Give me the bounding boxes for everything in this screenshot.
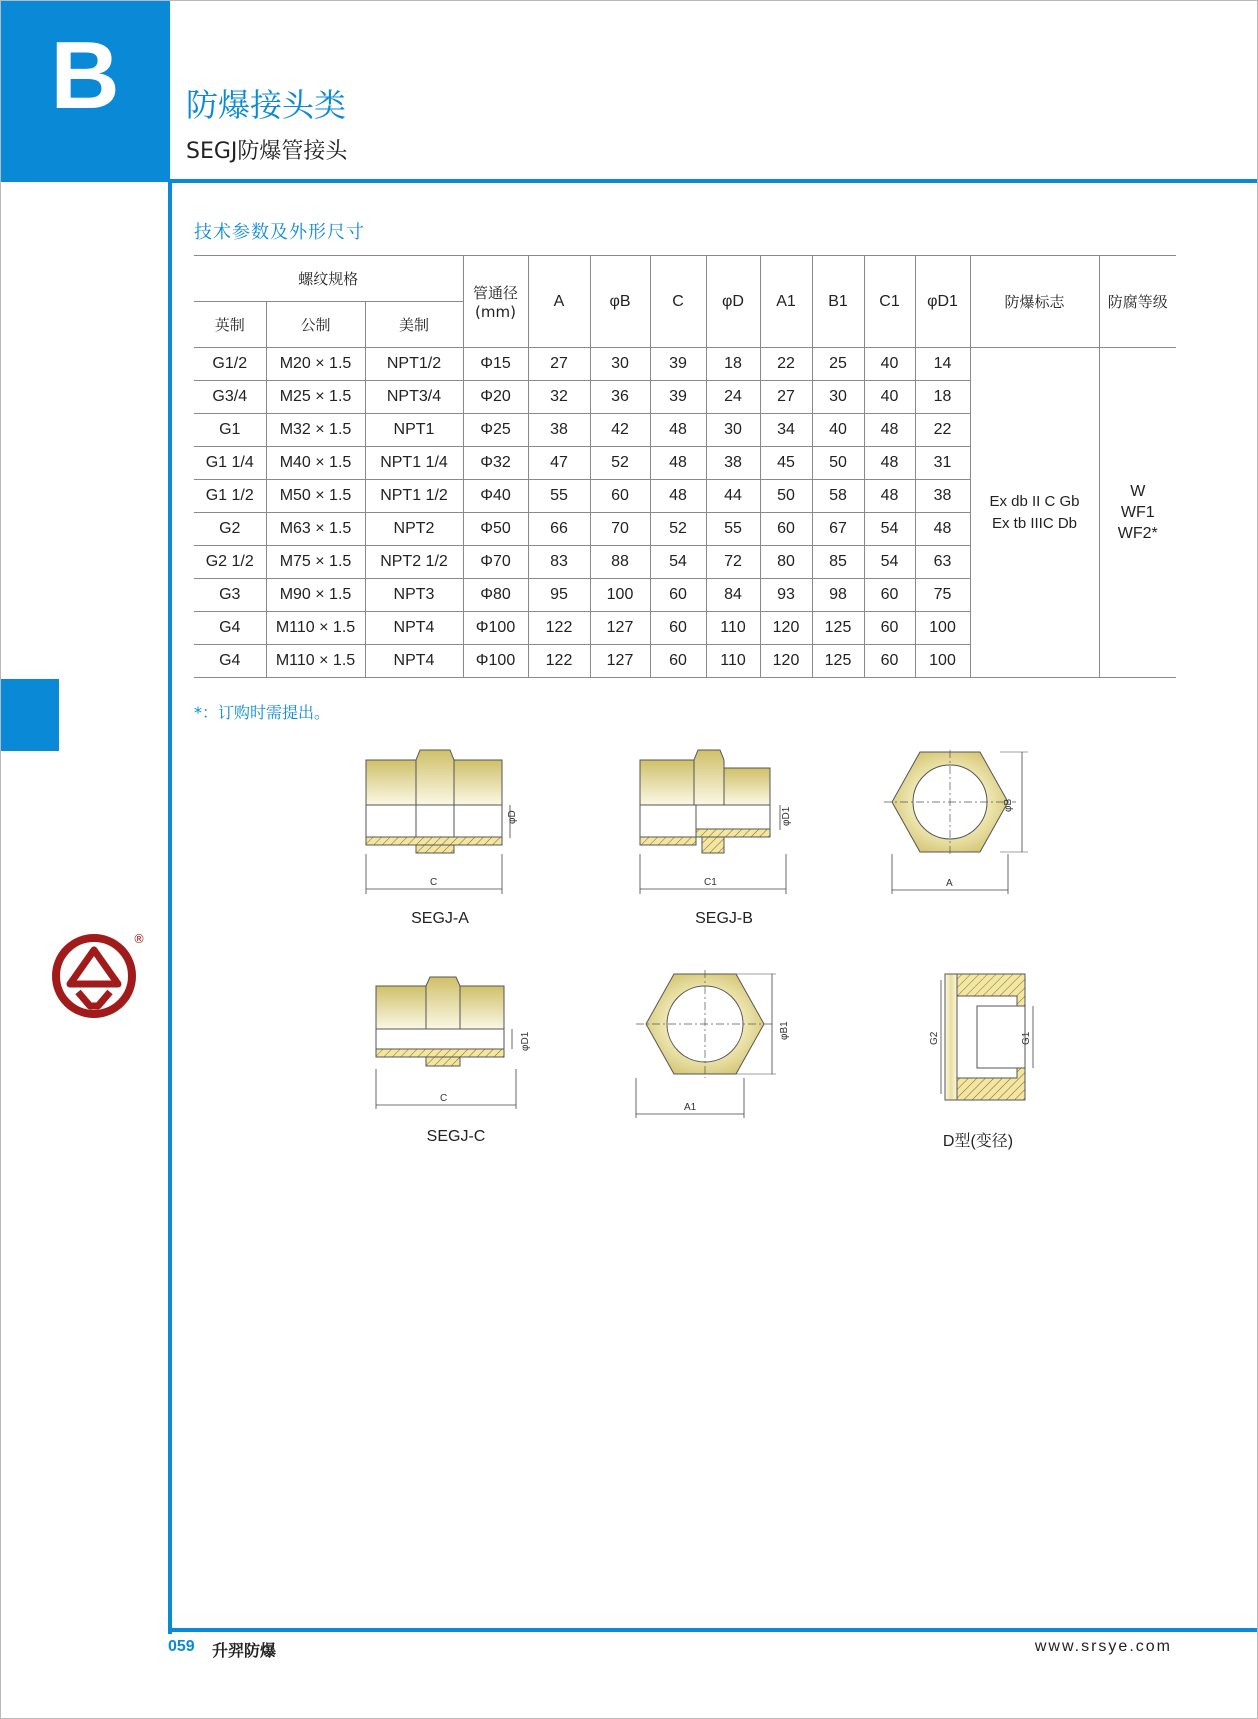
dim-header-a: A (528, 256, 590, 348)
cell-dim-a1: 80 (760, 546, 812, 579)
cell-dim-b1: 125 (812, 645, 864, 678)
segj-a-length-label: C (430, 877, 438, 888)
cell-dim-a: 83 (528, 546, 590, 579)
cell-ex-marking (970, 348, 1099, 678)
cell-dim-a1: 120 (760, 645, 812, 678)
cell-dim-phid: 18 (706, 348, 760, 381)
dim-header-c: C (650, 256, 706, 348)
company-logo (50, 932, 138, 1020)
cell-imperial: G4 (194, 645, 266, 678)
cell-dim-c: 48 (650, 414, 706, 447)
cell-metric: M110 × 1.5 (266, 612, 365, 645)
cell-dim-b1: 25 (812, 348, 864, 381)
cell-dim-a: 122 (528, 645, 590, 678)
cell-imperial: G3/4 (194, 381, 266, 414)
cell-dim-b1: 67 (812, 513, 864, 546)
dim-header-phid1: φD1 (915, 256, 970, 348)
corrosion-grade-line: W (1130, 483, 1146, 500)
cell-american: NPT3/4 (365, 381, 463, 414)
cell-dim-phid: 38 (706, 447, 760, 480)
dim-header-c1: C1 (864, 256, 915, 348)
cell-dim-c1: 60 (864, 612, 915, 645)
american-header: 美制 (365, 302, 463, 348)
cell-dim-c1: 54 (864, 513, 915, 546)
cell-dim-c: 60 (650, 645, 706, 678)
cell-dim-c1: 60 (864, 579, 915, 612)
cell-dim-phid1: 100 (915, 645, 970, 678)
cell-dim-phid1: 100 (915, 612, 970, 645)
corrosion-grade-line: WF1 (1120, 504, 1155, 521)
cell-american: NPT4 (365, 612, 463, 645)
cell-imperial: G1/2 (194, 348, 266, 381)
cell-dim-c: 52 (650, 513, 706, 546)
segj-b-dia-label: φD1 (781, 806, 792, 826)
cell-dim-b1: 30 (812, 381, 864, 414)
cell-dim-c1: 48 (864, 480, 915, 513)
cell-dim-c: 48 (650, 447, 706, 480)
cell-dim-phid1: 14 (915, 348, 970, 381)
footer-brand: 升羿防爆 (212, 1641, 277, 1660)
cell-dim-c1: 54 (864, 546, 915, 579)
cell-corrosion-grade (1099, 348, 1176, 678)
cell-dim-phid1: 18 (915, 381, 970, 414)
cell-dim-phib: 42 (590, 414, 650, 447)
cell-dim-phid: 84 (706, 579, 760, 612)
cell-dim-c1: 40 (864, 348, 915, 381)
cell-metric: M63 × 1.5 (266, 513, 365, 546)
cell-pipe-bore: Φ32 (463, 447, 528, 480)
cell-dim-c1: 60 (864, 645, 915, 678)
cell-dim-c: 39 (650, 381, 706, 414)
cell-dim-b1: 125 (812, 612, 864, 645)
cell-dim-c1: 48 (864, 447, 915, 480)
footer-url[interactable]: www.srsye.com (1034, 1638, 1172, 1655)
type-d-caption: D型(变径) (942, 1133, 1014, 1150)
cell-dim-a: 95 (528, 579, 590, 612)
cell-dim-phib: 88 (590, 546, 650, 579)
cell-pipe-bore: Φ25 (463, 414, 528, 447)
cell-dim-b1: 85 (812, 546, 864, 579)
cell-metric: M40 × 1.5 (266, 447, 365, 480)
cell-dim-a: 55 (528, 480, 590, 513)
spec-table (194, 255, 1176, 678)
pipe-bore-header-line2: (mm) (475, 303, 516, 321)
type-d-reducer-drawing (915, 970, 1045, 1110)
cell-dim-c1: 40 (864, 381, 915, 414)
cell-metric: M32 × 1.5 (266, 414, 365, 447)
cell-american: NPT1 (365, 414, 463, 447)
cell-pipe-bore: Φ40 (463, 480, 528, 513)
cell-pipe-bore: Φ70 (463, 546, 528, 579)
footer-page-number: 059 (168, 1638, 195, 1655)
segj-c-drawing (372, 975, 542, 1115)
cell-dim-a1: 60 (760, 513, 812, 546)
cell-metric: M90 × 1.5 (266, 579, 365, 612)
type-d-inner-label: G1 (1021, 1031, 1032, 1045)
pipe-bore-header (463, 256, 528, 348)
cell-dim-a: 32 (528, 381, 590, 414)
segj-a-dia-label: φD (507, 810, 518, 824)
corrosion-grade-line: WF2* (1117, 525, 1158, 542)
cell-dim-a1: 50 (760, 480, 812, 513)
cell-pipe-bore: Φ20 (463, 381, 528, 414)
type-d-outer-label: G2 (929, 1031, 940, 1045)
cell-dim-a: 66 (528, 513, 590, 546)
segj-b-drawing (636, 748, 816, 898)
cell-imperial: G2 (194, 513, 266, 546)
segj-c-length-label: C (440, 1093, 448, 1104)
cell-metric: M50 × 1.5 (266, 480, 365, 513)
segj-a-drawing (360, 748, 530, 898)
cell-american: NPT1 1/4 (365, 447, 463, 480)
segj-a-caption: SEGJ-A (411, 910, 469, 927)
dim-header-phid: φD (706, 256, 760, 348)
cell-dim-a1: 34 (760, 414, 812, 447)
cell-dim-a1: 45 (760, 447, 812, 480)
section-letter: B (50, 22, 120, 129)
table-row (194, 348, 1176, 381)
cell-dim-a: 47 (528, 447, 590, 480)
hex-b1-width-label: A1 (684, 1102, 697, 1113)
cell-dim-phib: 100 (590, 579, 650, 612)
ex-marking-header: 防爆标志 (970, 256, 1099, 348)
cell-metric: M110 × 1.5 (266, 645, 365, 678)
cell-dim-phid: 72 (706, 546, 760, 579)
segj-b-length-label: C1 (704, 877, 717, 888)
cell-dim-c: 39 (650, 348, 706, 381)
cell-pipe-bore: Φ100 (463, 645, 528, 678)
cell-dim-a1: 27 (760, 381, 812, 414)
section-corner-block (0, 0, 170, 182)
pipe-bore-header-line1: 管通径 (472, 284, 518, 302)
cell-dim-c: 60 (650, 579, 706, 612)
cell-dim-phid1: 48 (915, 513, 970, 546)
spec-table-body (194, 348, 1176, 678)
page-subtitle: SEGJ防爆管接头 (186, 139, 348, 164)
cell-pipe-bore: Φ50 (463, 513, 528, 546)
hex-end-view-b-drawing (880, 750, 1030, 895)
cell-dim-phib: 30 (590, 348, 650, 381)
section-title: 技术参数及外形尺寸 (194, 222, 365, 243)
cell-american: NPT2 (365, 513, 463, 546)
cell-dim-phid1: 22 (915, 414, 970, 447)
cell-dim-phib: 60 (590, 480, 650, 513)
header-rule (168, 179, 1258, 183)
cell-american: NPT2 1/2 (365, 546, 463, 579)
cell-dim-c: 60 (650, 612, 706, 645)
cell-pipe-bore: Φ100 (463, 612, 528, 645)
registered-mark: ® (133, 932, 145, 946)
cell-imperial: G3 (194, 579, 266, 612)
cell-metric: M75 × 1.5 (266, 546, 365, 579)
imperial-header: 英制 (194, 302, 266, 348)
cell-dim-c: 54 (650, 546, 706, 579)
hex-b-width-label: A (946, 878, 953, 889)
cell-american: NPT4 (365, 645, 463, 678)
cell-dim-phid1: 63 (915, 546, 970, 579)
cell-dim-phib: 36 (590, 381, 650, 414)
page-title: 防爆接头类 (186, 86, 347, 124)
segj-b-caption: SEGJ-B (695, 910, 753, 927)
cell-dim-phid: 55 (706, 513, 760, 546)
cell-american: NPT1 1/2 (365, 480, 463, 513)
hex-b-dia-label: φB (1003, 798, 1014, 812)
dim-header-phib: φB (590, 256, 650, 348)
order-note: *：订购时需提出。 (194, 703, 331, 722)
ex-marking-line: Ex db II C Gb (989, 492, 1080, 510)
page-margin-rule (168, 182, 172, 1634)
cell-dim-c: 48 (650, 480, 706, 513)
cell-imperial: G1 1/2 (194, 480, 266, 513)
cell-dim-a: 122 (528, 612, 590, 645)
dim-header-a1: A1 (760, 256, 812, 348)
cell-dim-b1: 98 (812, 579, 864, 612)
dim-header-b1: B1 (812, 256, 864, 348)
cell-dim-phid: 44 (706, 480, 760, 513)
cell-dim-a1: 93 (760, 579, 812, 612)
cell-pipe-bore: Φ15 (463, 348, 528, 381)
cell-dim-a1: 120 (760, 612, 812, 645)
cell-imperial: G1 1/4 (194, 447, 266, 480)
cell-dim-phib: 127 (590, 645, 650, 678)
thread-spec-header: 螺纹规格 (194, 256, 463, 302)
cell-metric: M20 × 1.5 (266, 348, 365, 381)
metric-header: 公制 (266, 302, 365, 348)
hex-b1-dia-label: φB1 (779, 1021, 790, 1040)
cell-dim-phib: 52 (590, 447, 650, 480)
segj-c-dia-label: φD1 (520, 1031, 531, 1051)
cell-dim-phid: 110 (706, 645, 760, 678)
cell-dim-b1: 58 (812, 480, 864, 513)
cell-dim-phib: 70 (590, 513, 650, 546)
cell-pipe-bore: Φ80 (463, 579, 528, 612)
cell-dim-a: 38 (528, 414, 590, 447)
cell-dim-a: 27 (528, 348, 590, 381)
cell-dim-c1: 48 (864, 414, 915, 447)
cell-dim-phid1: 38 (915, 480, 970, 513)
cell-imperial: G4 (194, 612, 266, 645)
cell-metric: M25 × 1.5 (266, 381, 365, 414)
cell-dim-phid: 30 (706, 414, 760, 447)
cell-dim-phid: 110 (706, 612, 760, 645)
side-tab-marker (0, 679, 59, 751)
cell-dim-a1: 22 (760, 348, 812, 381)
corrosion-grade-header: 防腐等级 (1099, 256, 1176, 348)
cell-dim-phid: 24 (706, 381, 760, 414)
cell-dim-phib: 127 (590, 612, 650, 645)
cell-american: NPT1/2 (365, 348, 463, 381)
cell-american: NPT3 (365, 579, 463, 612)
segj-c-caption: SEGJ-C (426, 1128, 486, 1145)
cell-dim-b1: 50 (812, 447, 864, 480)
cell-dim-phid1: 31 (915, 447, 970, 480)
cell-imperial: G1 (194, 414, 266, 447)
cell-dim-b1: 40 (812, 414, 864, 447)
hex-end-view-b1-drawing (632, 970, 790, 1120)
ex-marking-line: Ex tb IIIC Db (991, 514, 1078, 532)
footer-rule (168, 1628, 1258, 1632)
cell-dim-phid1: 75 (915, 579, 970, 612)
cell-imperial: G2 1/2 (194, 546, 266, 579)
